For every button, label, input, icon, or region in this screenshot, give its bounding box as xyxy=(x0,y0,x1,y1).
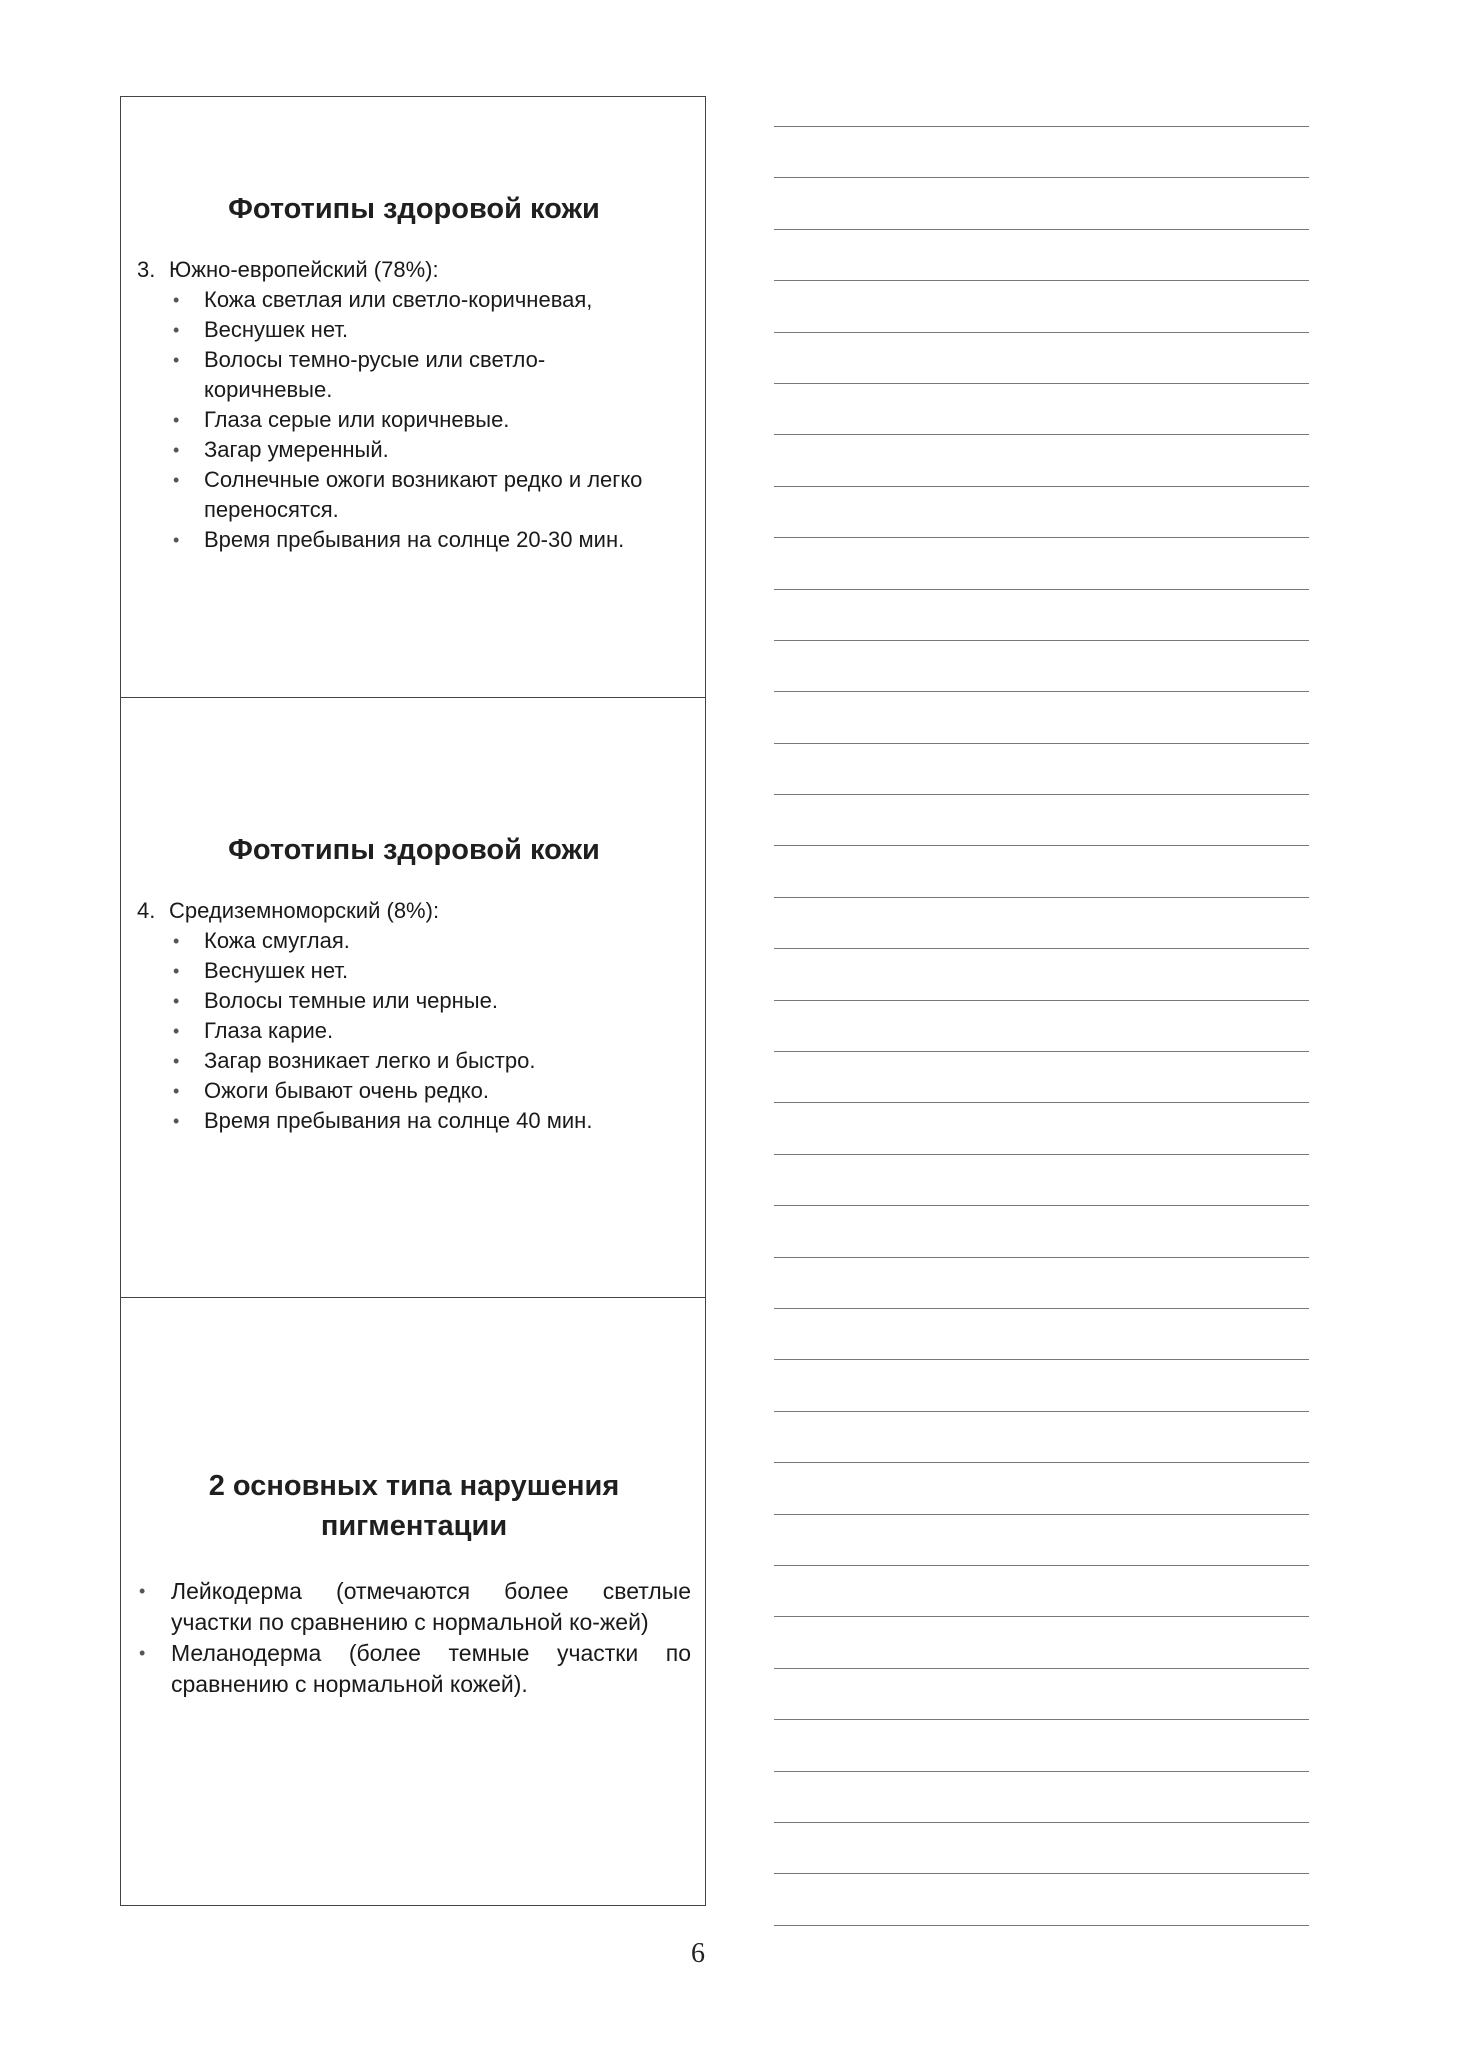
list-item: • Кожа светлая или светло-коричневая, xyxy=(173,285,691,315)
list-number: 3. xyxy=(137,257,156,282)
note-line xyxy=(774,1412,1309,1463)
slide-title: Фототипы здоровой кожи xyxy=(228,193,600,225)
bullet-list xyxy=(137,1576,691,1700)
note-line xyxy=(774,1772,1309,1823)
bullet-list xyxy=(137,285,691,555)
note-line xyxy=(774,1463,1309,1514)
note-line xyxy=(774,1360,1309,1411)
note-line xyxy=(774,1720,1309,1771)
list-item: • Солнечные ожоги возникают редко и легко переносятся. xyxy=(173,465,674,525)
note-line xyxy=(774,949,1309,1000)
note-line xyxy=(774,1309,1309,1360)
list-item: • Глаза серые или коричневые. xyxy=(173,405,691,435)
notes-lines xyxy=(774,126,1309,1926)
note-line xyxy=(774,1617,1309,1668)
list-item: • Время пребывания на солнце 40 мин. xyxy=(173,1106,691,1136)
phototype-heading xyxy=(137,255,691,285)
phototype-name: Средиземноморский (8%): xyxy=(169,898,440,923)
note-line xyxy=(774,1874,1309,1925)
note-line xyxy=(774,795,1309,846)
list-item: • Меланодерма (более темные участки по сравнению с нормальной кожей). xyxy=(137,1638,691,1700)
note-line xyxy=(774,692,1309,743)
note-line xyxy=(774,1206,1309,1257)
list-item: • Волосы темные или черные. xyxy=(173,986,691,1016)
page-number: 6 xyxy=(691,1938,705,1969)
note-line xyxy=(774,435,1309,486)
note-line xyxy=(774,230,1309,281)
note-line xyxy=(774,384,1309,435)
note-line xyxy=(774,846,1309,897)
note-line xyxy=(774,333,1309,384)
note-line xyxy=(774,178,1309,229)
phototype-name: Южно-европейский (78%): xyxy=(169,257,439,282)
note-line xyxy=(774,538,1309,589)
list-item: • Веснушек нет. xyxy=(173,315,691,345)
slides-column xyxy=(120,96,706,1906)
note-line xyxy=(774,641,1309,692)
note-line xyxy=(774,1258,1309,1309)
list-item: • Загар умеренный. xyxy=(173,435,691,465)
list-item: • Загар возникает легко и быстро. xyxy=(173,1046,691,1076)
note-line xyxy=(774,127,1309,178)
list-item: • Лейкодерма (отмечаются более светлые участки по сравнению с нормальной ко-жей) xyxy=(137,1576,691,1638)
note-line xyxy=(774,1566,1309,1617)
note-line xyxy=(774,898,1309,949)
note-line xyxy=(774,1001,1309,1052)
note-line xyxy=(774,1823,1309,1874)
slide-mediterranean xyxy=(121,697,705,1297)
note-line xyxy=(774,744,1309,795)
list-item: • Ожоги бывают очень редко. xyxy=(173,1076,691,1106)
note-line xyxy=(774,1103,1309,1154)
slide-title: Фототипы здоровой кожи xyxy=(228,834,600,866)
slide-south-european xyxy=(121,97,705,697)
slide-title: 2 основных типа нарушения пигментации xyxy=(208,1470,620,1542)
list-item: • Время пребывания на солнце 20-30 мин. xyxy=(173,525,674,555)
note-line xyxy=(774,1515,1309,1566)
list-item: • Волосы темно-русые или светло-коричневые. xyxy=(173,345,624,405)
note-line xyxy=(774,1669,1309,1720)
list-item: • Глаза карие. xyxy=(173,1016,691,1046)
note-line xyxy=(774,1155,1309,1206)
phototype-heading xyxy=(137,896,691,926)
slide-pigmentation-disorders xyxy=(121,1297,705,1907)
list-item: • Кожа смуглая. xyxy=(173,926,691,956)
bullet-list xyxy=(137,926,691,1136)
note-line xyxy=(774,281,1309,332)
note-line xyxy=(774,590,1309,641)
note-line xyxy=(774,487,1309,538)
list-item: • Веснушек нет. xyxy=(173,956,691,986)
note-line xyxy=(774,1052,1309,1103)
list-number: 4. xyxy=(137,898,156,923)
